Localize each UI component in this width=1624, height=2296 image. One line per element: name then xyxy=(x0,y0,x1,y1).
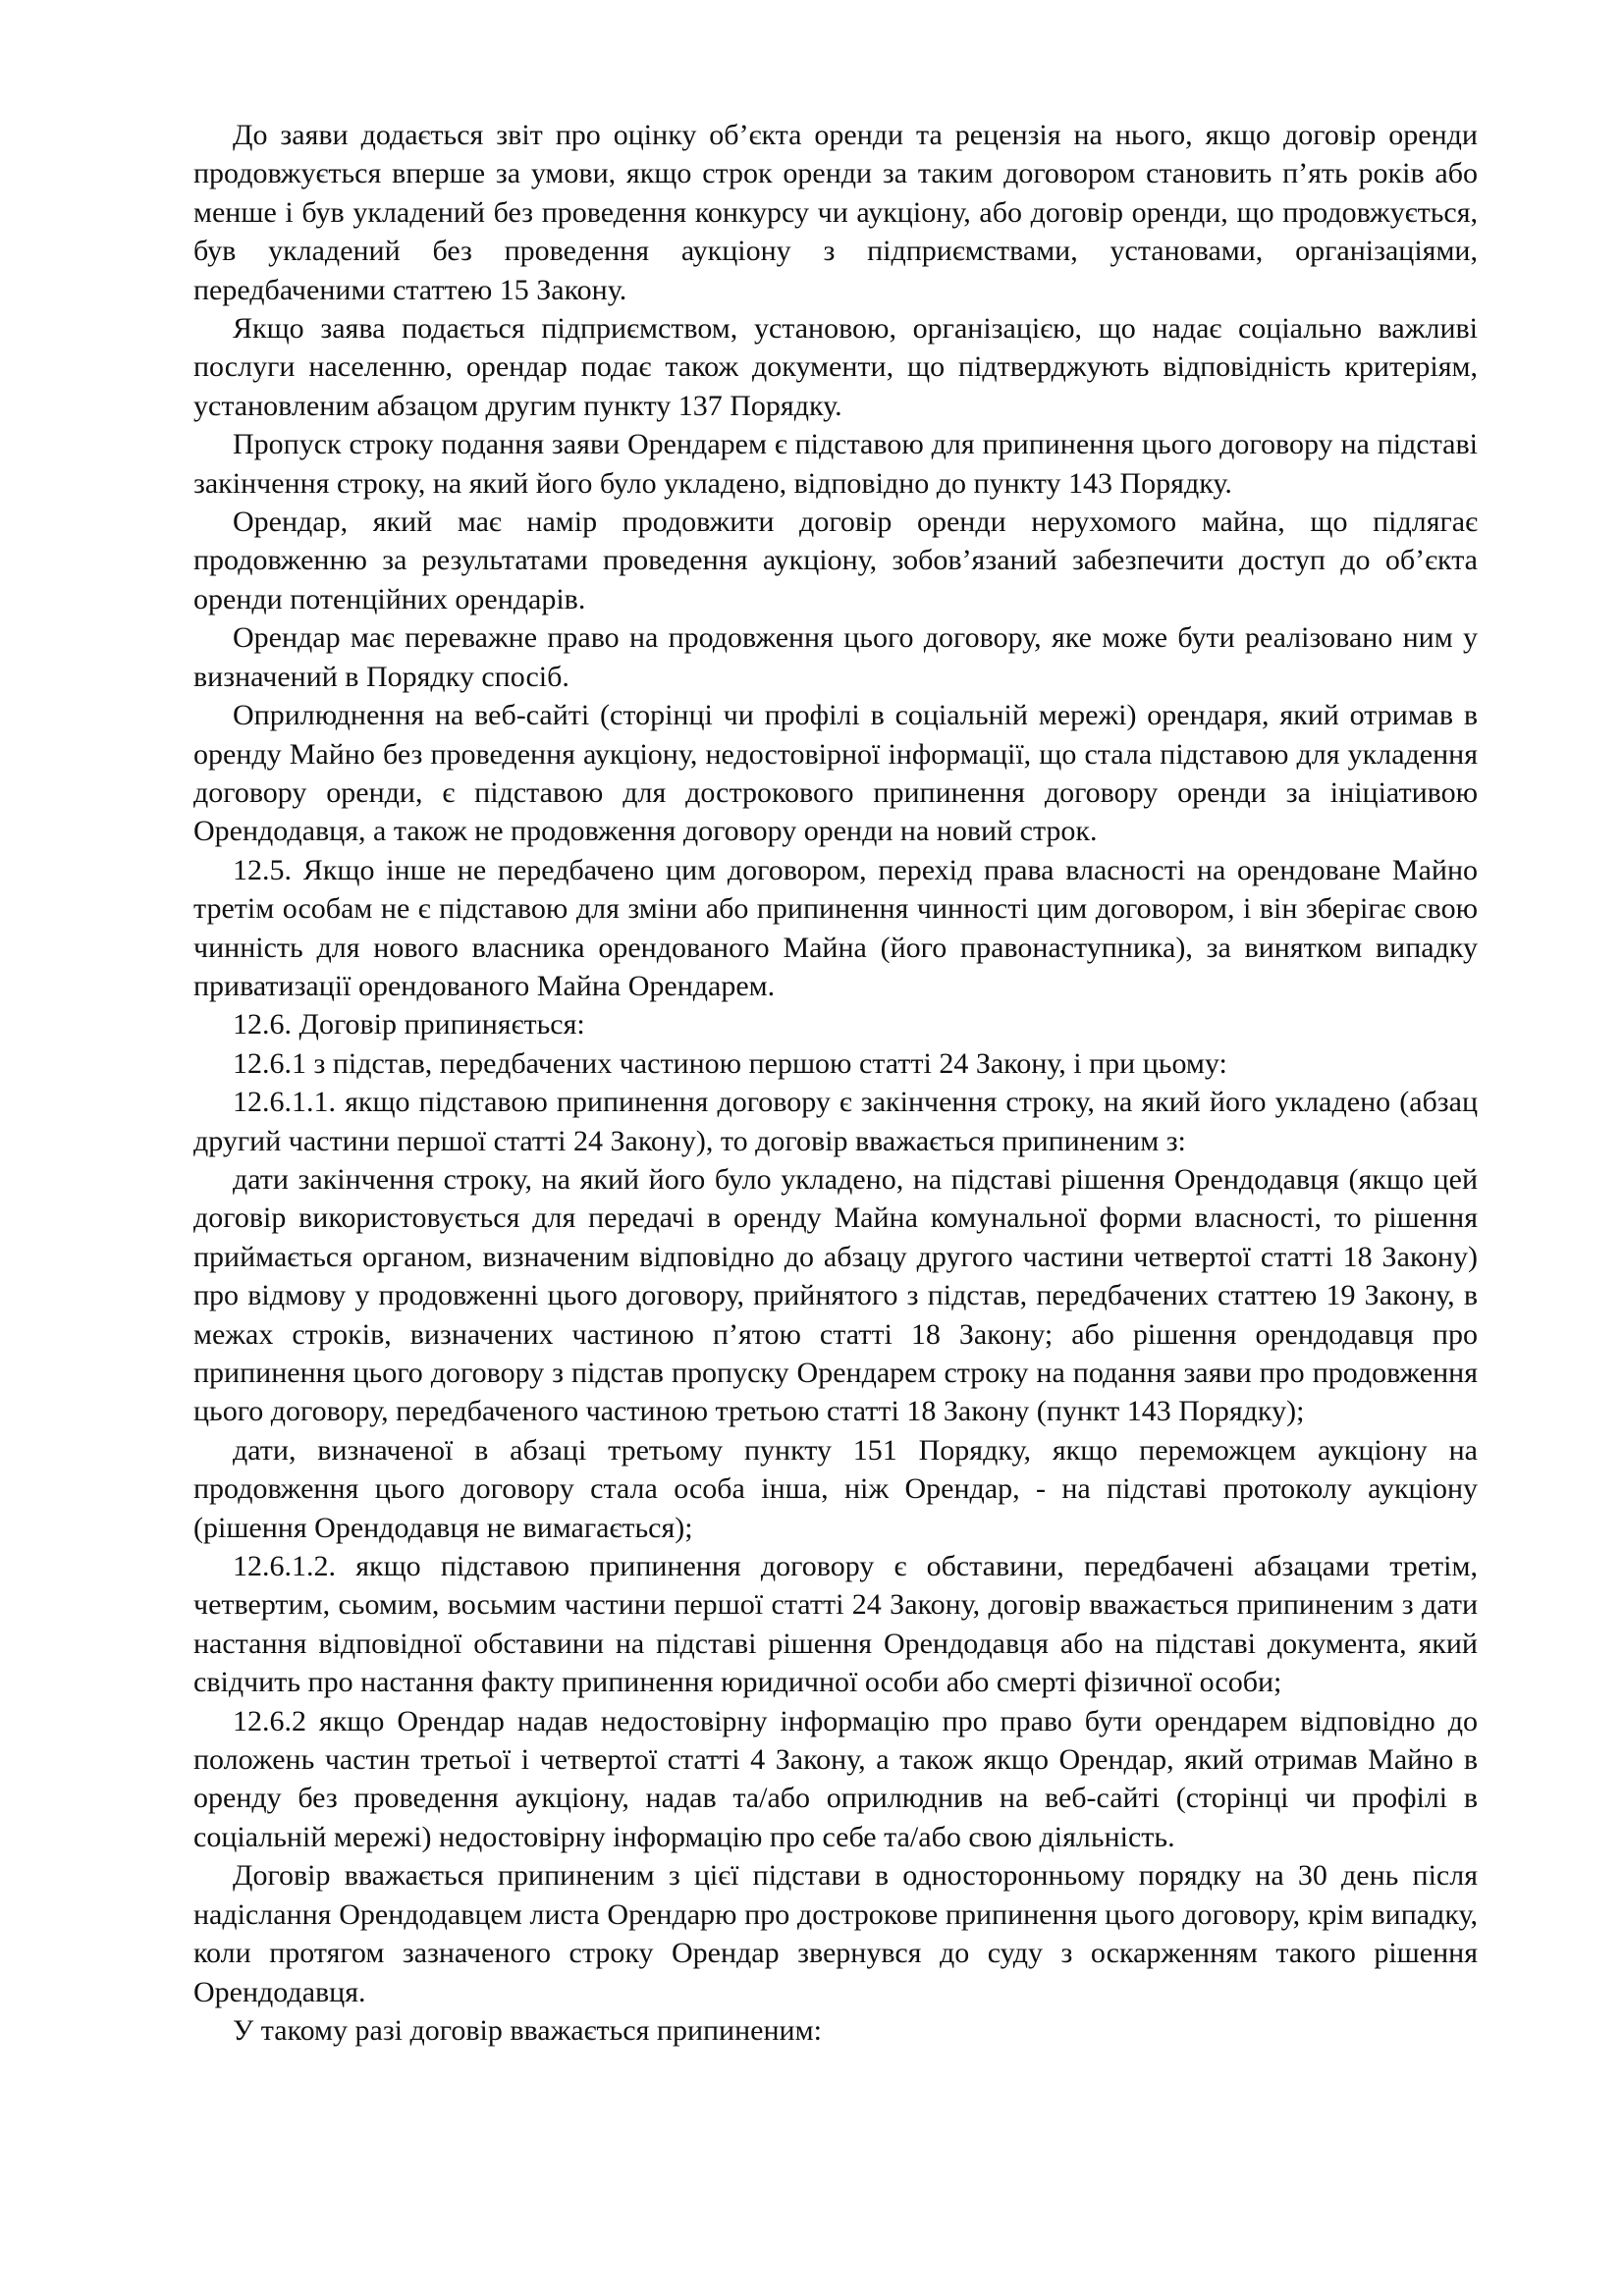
clause-12-6-1-2: 12.6.1.2. якщо підставою припинення договору є обставини, передбачені абзацами третім, четвертим, сьомим, восьмим частини першої статті 24 Закону, договір вважається припиненим з дати настання відповідної обставини на підставі рішення Орендодавця або на підставі документа, який свідчить про настання факту припинення юридичної особи або смерті фізичної особи; xyxy=(193,1550,1478,1699)
paragraph-preferential-right: Орендар має переважне право на продовження цього договору, яке може бути реалізовано ним у визначений в Порядку спосіб. xyxy=(193,621,1478,693)
paragraph-false-information: Оприлюднення на веб-сайті (сторінці чи профілі в соціальній мережі) орендаря, який отримав в оренду Майно без проведення аукціону, недостовірної інформації, що стала підставою для укладення договору оренди, є підставою для дострокового припинення договору оренди за ініціативою Орендодавця, а також не продовження договору оренди на новий строк. xyxy=(193,699,1478,848)
paragraph-social-services: Якщо заява подається підприємством, установою, організацією, що надає соціально важливі послуги населенню, орендар подає також документи, що підтверджують відповідність критеріям, установленим абзацом другим пункту 137 Порядку. xyxy=(193,312,1478,422)
paragraph-access-obligation: Орендар, який має намір продовжити договір оренди нерухомого майна, що підлягає продовженню за результатами проведення аукціону, зобов’язаний забезпечити доступ до об’єкта оренди потенційних орендарів. xyxy=(193,506,1478,615)
paragraph-termination-intro: У такому разі договір вважається припиненим: xyxy=(233,2013,822,2047)
clause-12-6: 12.6. Договір припиняється: xyxy=(233,1008,585,1041)
paragraph-expiry-date: дати закінчення строку, на який його було укладено, на підставі рішення Орендодавця (якщо цей договір використовується для передачі в оренду Майна комунальної форми власності, то рішення приймається органом, визначеним відповідно до абзацу другого частини четвертої статті 18 Закону) про відмову у продовженні цього договору, прийнятого з підстав, передбачених статтею 19 Закону, в межах строків, визначених частиною п’ятою статті 18 Закону; або рішення орендодавця про припинення цього договору з підстав пропуску Орендарем строку на подання заяви про продовження цього договору, передбаченого частиною третьою статті 18 Закону (пункт 143 Порядку); xyxy=(193,1162,1478,1428)
document-page xyxy=(193,116,1478,2050)
clause-12-6-1: 12.6.1 з підстав, передбачених частиною першою статті 24 Закону, і при цьому: xyxy=(233,1046,1227,1080)
paragraph-unilateral-termination: Договір вважається припиненим з цієї підстави в односторонньому порядку на 30 день після надіслання Орендодавцем листа Орендарю про дострокове припинення цього договору, крім випадку, коли протягом зазначеного строку Орендар звернувся до суду з оскарженням такого рішення Орендодавця. xyxy=(193,1859,1478,2008)
paragraph-report-attachment: До заяви додається звіт про оцінку об’єкта оренди та рецензія на нього, якщо договір оренди продовжується вперше за умови, якщо строк оренди за таким договором становить п’ять років або менше і був укладений без проведення конкурсу чи аукціону, або договір оренди, що продовжується, був укладений без проведення аукціону з підприємствами, установами, організаціями, передбаченими статтею 15 Закону. xyxy=(193,119,1478,306)
clause-12-5: 12.5. Якщо інше не передбачено цим договором, перехід права власності на орендоване Майно третім особам не є підставою для зміни або припинення чинності цим договором, і він зберігає свою чинність для нового власника орендованого Майна (його правонаступника), за винятком випадку приватизації орендованого Майна Орендарем. xyxy=(193,853,1478,1002)
paragraph-auction-date: дати, визначеної в абзаці третьому пункту 151 Порядку, якщо переможцем аукціону на продовження цього договору стала особа інша, ніж Орендар, - на підставі протоколу аукціону (рішення Орендодавця не вимагається); xyxy=(193,1433,1478,1544)
paragraph-missed-deadline: Пропуск строку подання заяви Орендарем є підставою для припинення цього договору на підставі закінчення строку, на який його було укладено, відповідно до пункту 143 Порядку. xyxy=(193,428,1478,500)
clause-12-6-1-1: 12.6.1.1. якщо підставою припинення договору є закінчення строку, на який його укладено (абзац другий частини першої статті 24 Закону), то договір вважається припиненим з: xyxy=(193,1086,1478,1157)
clause-12-6-2: 12.6.2 якщо Орендар надав недостовірну інформацію про право бути орендарем відповідно до положень частин третьої і четвертої статті 4 Закону, а також якщо Орендар, який отримав Майно в оренду без проведення аукціону, надав та/або оприлюднив на веб-сайті (сторінці чи профілі в соціальній мережі) недостовірну інформацію про себе та/або свою діяльність. xyxy=(193,1704,1478,1853)
